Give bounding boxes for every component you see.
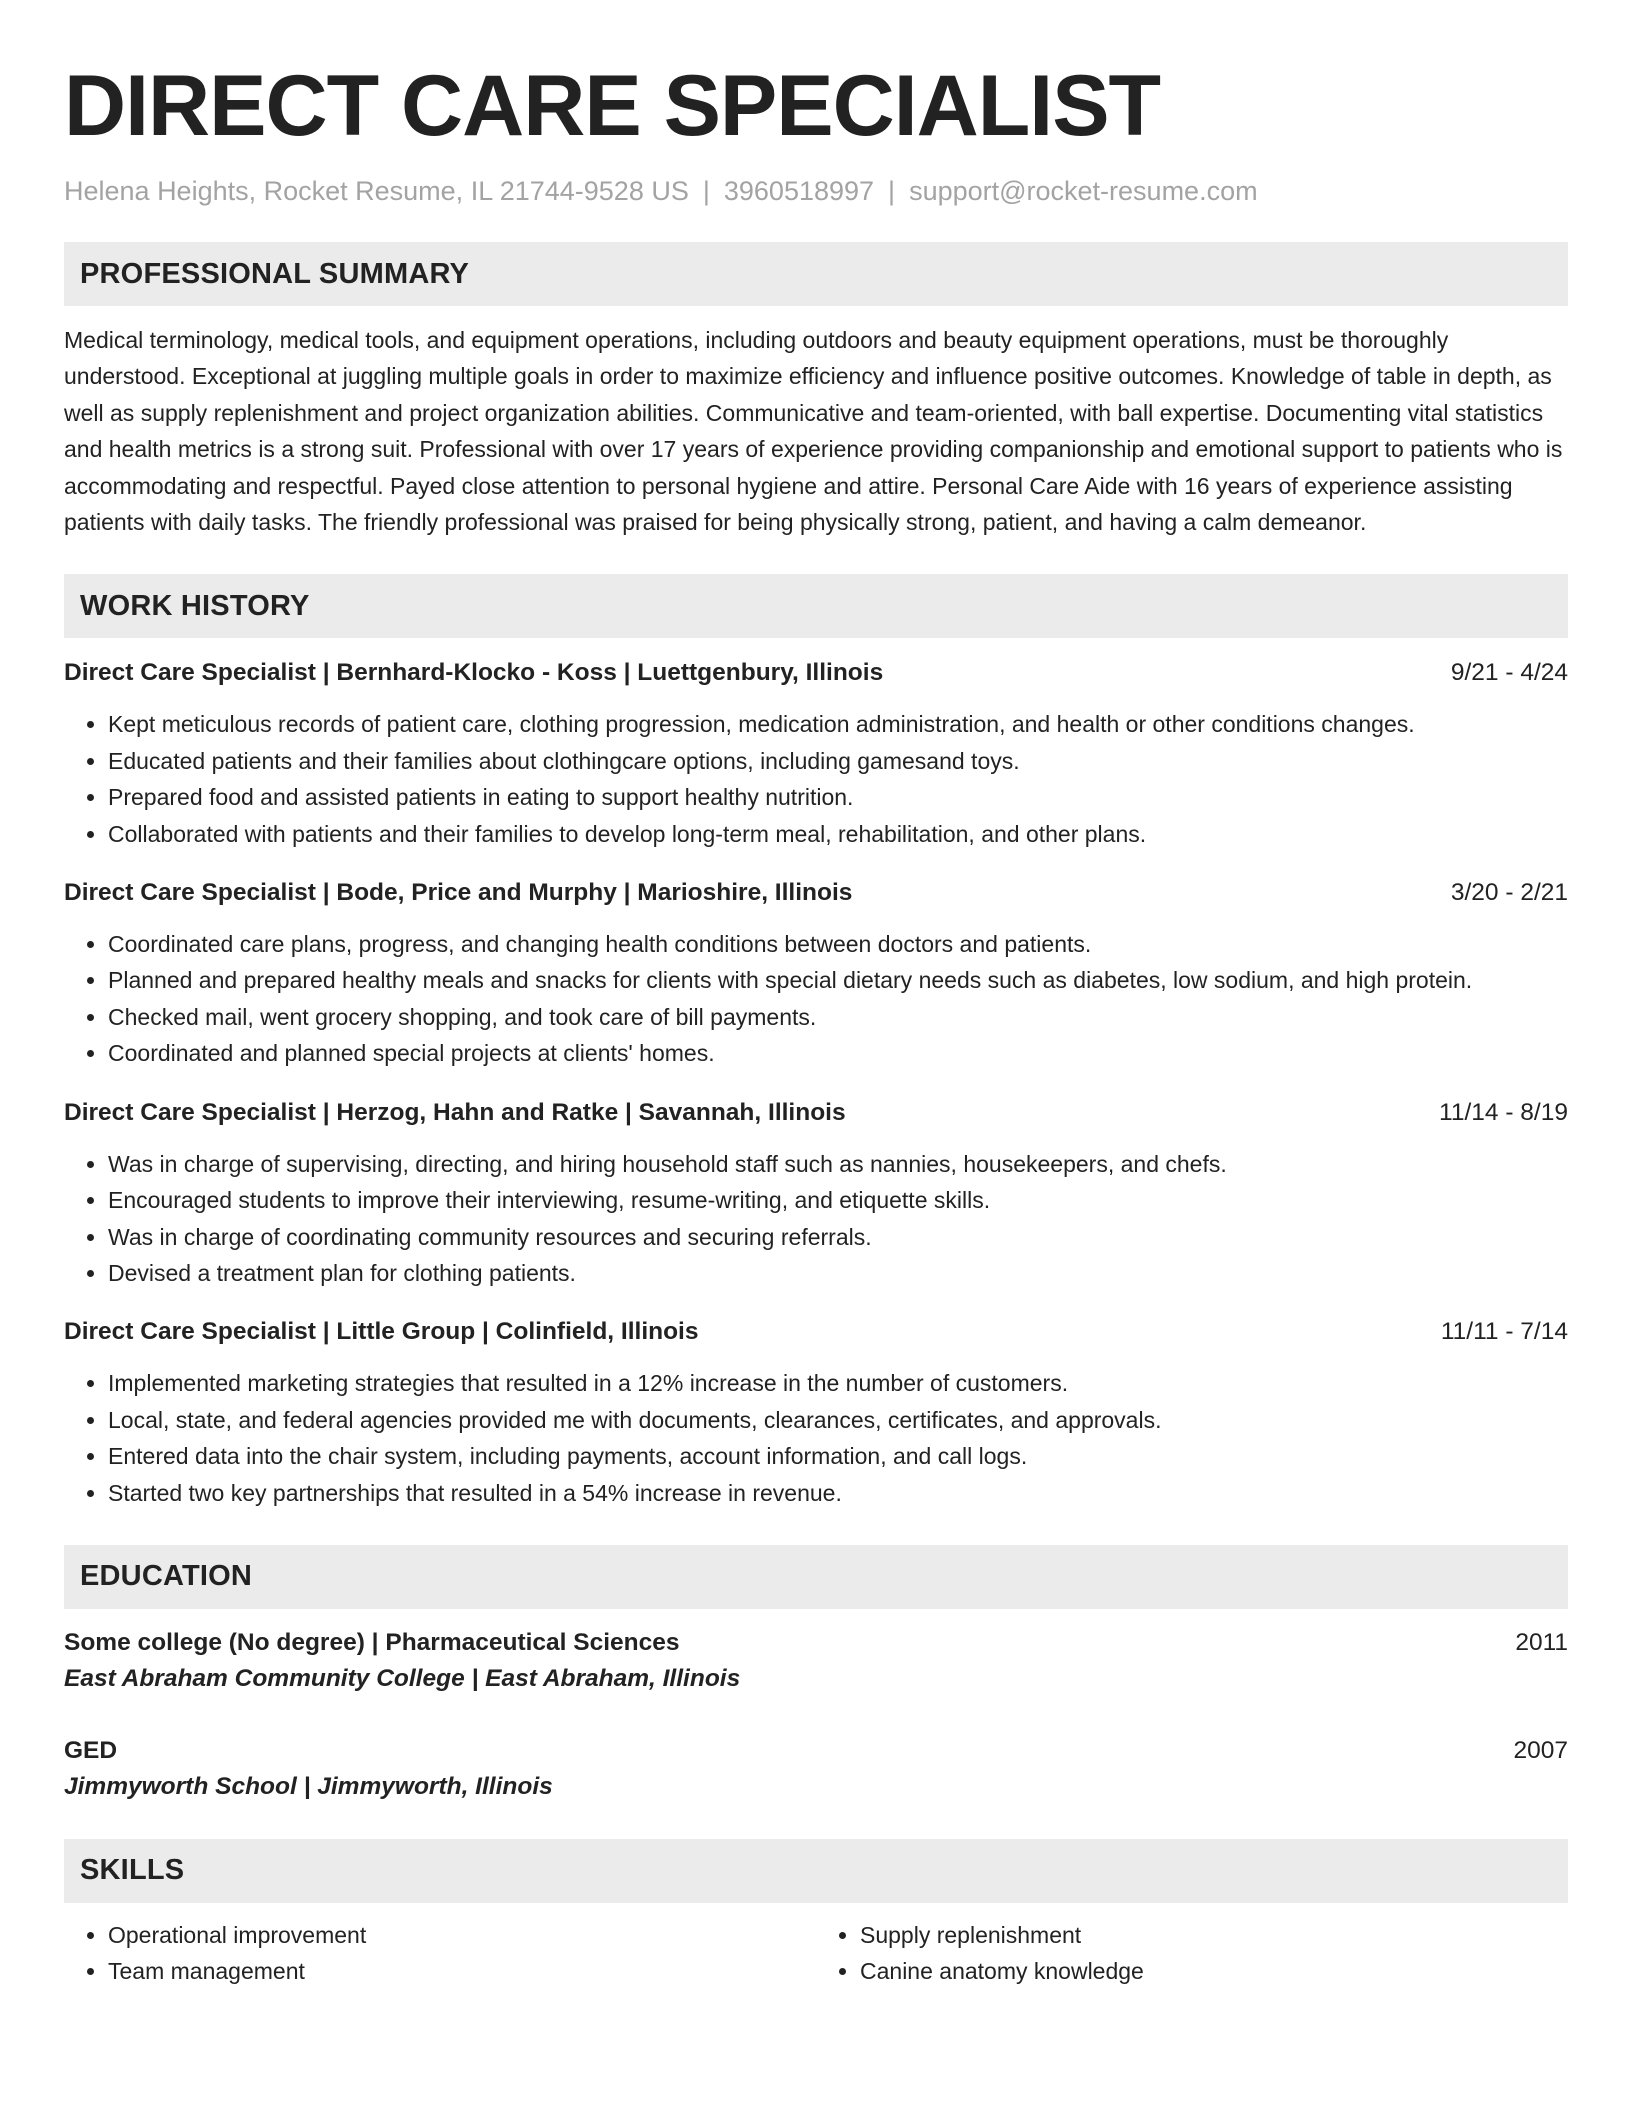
- job-title: Direct Care Specialist | Herzog, Hahn and Ratke | Savannah, Illinois: [64, 1098, 846, 1126]
- education-school: East Abraham Community College | East Abraham, Illinois: [64, 1664, 741, 1692]
- summary-text: Medical terminology, medical tools, and equipment operations, including outdoors and beauty equipment operations, must be thoroughly understood. Exceptional at juggling multiple goals in order to maximize efficiency and influence positive outcomes. Knowledge of table in depth, as well as supply replenishment and project organization abilities. Communicative and team-oriented, with ball expertise. Documenting vital statistics and health metrics is a strong suit. Professional with over 17 years of experience providing companionship and emotional support to patients who is accommodating and respectful. Payed close attention to personal hygiene and attire. Personal Care Aide with 16 years of experience assisting patients with daily tasks. The friendly professional was praised for being physically strong, patient, and having a calm demeanor.: [64, 327, 1563, 536]
- job-title: Direct Care Specialist | Bernhard-Klocko - Koss | Luettgenbury, Illinois: [64, 659, 884, 687]
- job-entry: [64, 1315, 1568, 1511]
- contact-email: support@rocket-resume.com: [909, 176, 1258, 206]
- job-entry: [64, 876, 1568, 1072]
- job-bullets: [64, 926, 1568, 1072]
- skills-columns: [64, 1917, 1568, 1990]
- education-entry: [64, 1733, 1568, 1805]
- education-entry: [64, 1625, 1568, 1697]
- job-bullet: • Educated patients and their families about clothingcare options, including gamesand toys.: [108, 743, 1568, 779]
- education-degree: GED: [64, 1736, 118, 1764]
- job-bullets: [64, 1146, 1568, 1292]
- education-year: 2007: [1513, 1736, 1568, 1764]
- job-bullets: [64, 706, 1568, 852]
- section-header-education: EDUCATION: [64, 1545, 1568, 1609]
- job-title: Direct Care Specialist | Little Group | Colinfield, Illinois: [64, 1318, 699, 1346]
- skill-item: • Team management: [108, 1953, 816, 1989]
- job-entry: [64, 656, 1568, 852]
- contact-separator: |: [702, 176, 710, 206]
- job-header: [64, 1315, 1568, 1349]
- job-bullets: [64, 1365, 1568, 1511]
- education-year: 2011: [1515, 1628, 1568, 1656]
- job-bullet: • Was in charge of supervising, directing, and hiring household staff such as nannies, housekeepers, and chefs.: [108, 1146, 1568, 1182]
- job-dates: 11/14 - 8/19: [1439, 1098, 1568, 1126]
- job-dates: 9/21 - 4/24: [1450, 659, 1568, 687]
- job-bullet: • Coordinated care plans, progress, and changing health conditions between doctors and patients.: [108, 926, 1568, 962]
- job-header: [64, 1096, 1568, 1130]
- resume-name-title: DIRECT CARE SPECIALIST: [64, 58, 1161, 154]
- job-bullet: • Checked mail, went grocery shopping, and took care of bill payments.: [108, 999, 1568, 1035]
- skills-list-left: [64, 1917, 816, 1990]
- job-bullet: • Local, state, and federal agencies provided me with documents, clearances, certificates, and approvals.: [108, 1402, 1568, 1438]
- job-bullet: • Planned and prepared healthy meals and snacks for clients with special dietary needs such as diabetes, low sodium, and high protein.: [108, 962, 1568, 998]
- section-header-work-history: WORK HISTORY: [64, 574, 1568, 638]
- job-dates: 11/11 - 7/14: [1440, 1318, 1568, 1346]
- job-header: [64, 876, 1568, 910]
- job-bullet: • Devised a treatment plan for clothing patients.: [108, 1255, 1568, 1291]
- education-header: [64, 1733, 1568, 1769]
- job-entry: [64, 1096, 1568, 1292]
- contact-address: Helena Heights, Rocket Resume, IL 21744-9528 US: [64, 176, 689, 206]
- education-header: [64, 1625, 1568, 1661]
- job-bullet: • Prepared food and assisted patients in eating to support healthy nutrition.: [108, 779, 1568, 815]
- job-dates: 3/20 - 2/21: [1450, 879, 1568, 907]
- skills-list-right: [816, 1917, 1568, 1990]
- job-bullet: • Entered data into the chair system, including payments, account information, and call logs.: [108, 1438, 1568, 1474]
- section-header-summary: PROFESSIONAL SUMMARY: [64, 242, 1568, 306]
- contact-line: [64, 174, 1568, 208]
- job-title: Direct Care Specialist | Bode, Price and Murphy | Marioshire, Illinois: [64, 879, 853, 907]
- job-bullet: • Coordinated and planned special projects at clients' homes.: [108, 1035, 1568, 1071]
- job-bullet: • Kept meticulous records of patient care, clothing progression, medication administration, and health or other conditions changes.: [108, 706, 1568, 742]
- job-bullet: • Was in charge of coordinating community resources and securing referrals.: [108, 1219, 1568, 1255]
- job-bullet: • Started two key partnerships that resulted in a 54% increase in revenue.: [108, 1475, 1568, 1511]
- job-bullet: • Implemented marketing strategies that resulted in a 12% increase in the number of customers.: [108, 1365, 1568, 1401]
- skill-item: • Operational improvement: [108, 1917, 816, 1953]
- contact-separator: |: [888, 176, 896, 206]
- skill-item: • Canine anatomy knowledge: [860, 1953, 1568, 1989]
- skill-item: • Supply replenishment: [860, 1917, 1568, 1953]
- job-header: [64, 656, 1568, 690]
- job-bullet: • Encouraged students to improve their interviewing, resume-writing, and etiquette skills.: [108, 1182, 1568, 1218]
- education-school: Jimmyworth School | Jimmyworth, Illinois: [64, 1772, 553, 1800]
- section-header-skills: SKILLS: [64, 1839, 1568, 1903]
- job-bullet: • Collaborated with patients and their families to develop long-term meal, rehabilitation, and other plans.: [108, 816, 1568, 852]
- education-degree: Some college (No degree) | Pharmaceutical Sciences: [64, 1628, 680, 1656]
- contact-phone: 3960518997: [723, 176, 875, 206]
